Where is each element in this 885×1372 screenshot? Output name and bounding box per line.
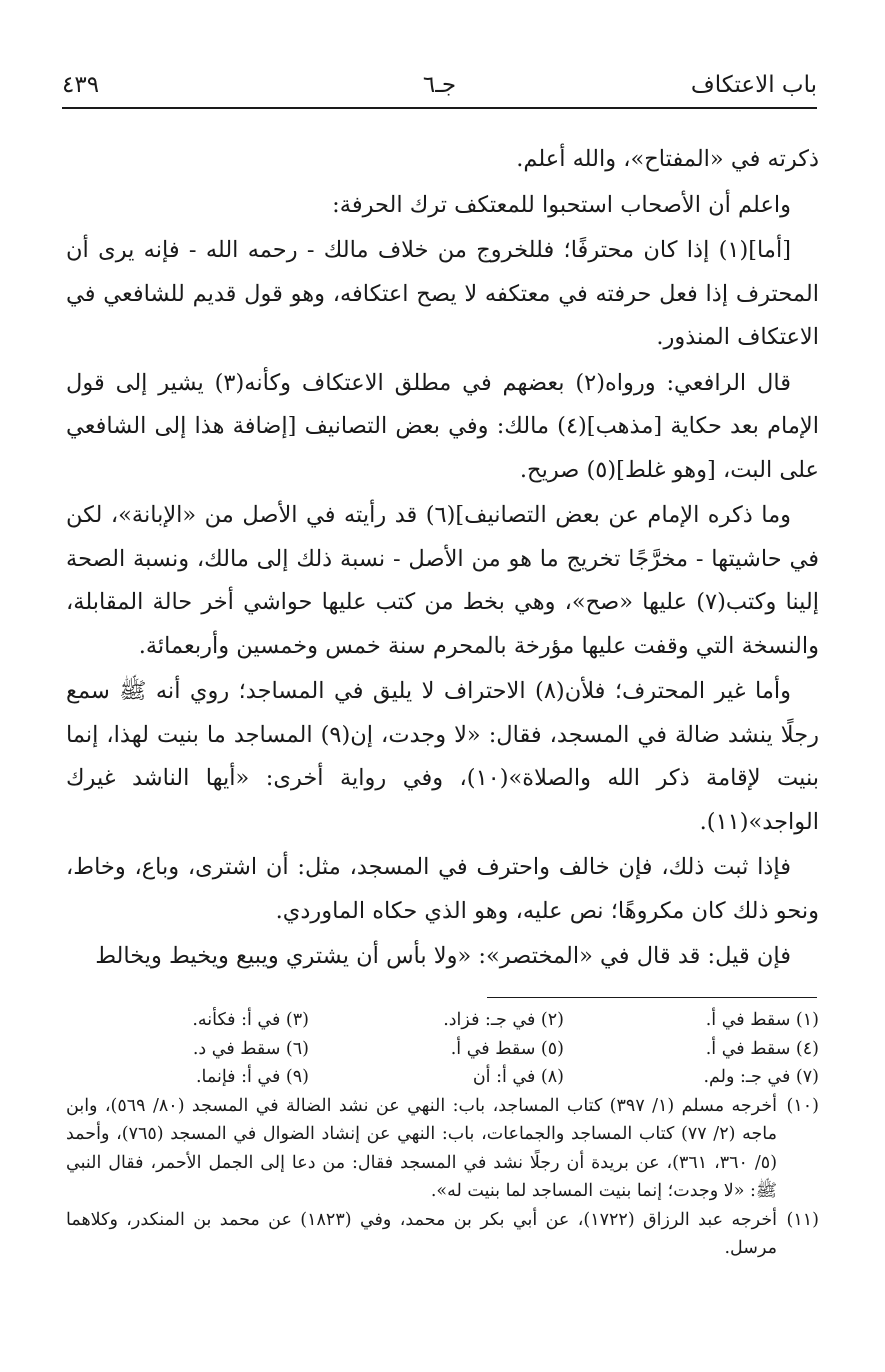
running-header (62, 70, 817, 100)
paragraph: قال الرافعي: ورواه(٢) بعضهم في مطلق الاعتكاف وكأنه(٣) يشير إلى قول الإمام بعد حكاية [مذهب](٤) مالك: وفي بعض التصانيف [إضافة هذا إلى الشافعي على البت، [وهو غلط](٥) صريح. (66, 369, 819, 483)
header-rule (62, 107, 817, 109)
footnote-text: أخرجه عبد الرزاق (١٧٢٢)، عن أبي بكر بن محمد، وفي (١٨٢٣) عن محمد بن المنكدر، وكلاهما مرسل. (66, 1209, 777, 1258)
footnote: (٥) سقط في أ. (450, 1038, 564, 1059)
short-footnotes (66, 1006, 819, 1092)
footnote: (٩) في أ: فإنما. (195, 1067, 309, 1087)
footnote: (٨) في أ: أن (472, 1067, 564, 1087)
paragraph: وأما غير المحترف؛ فلأن(٨) الاحتراف لا يليق في المساجد؛ روي أنه ﷺ سمع رجلًا ينشد ضالة في المسجد، فقال: «لا وجدت، إن(٩) المساجد ما بنيت لهذا، إنما بنيت لإقامة ذكر الله والصلاة»(١٠)، وفي رواية أخرى: «أيها الناشد غيرك الواجد»(١١). (66, 678, 819, 835)
paragraph: فإن قيل: قد قال في «المختصر»: «ولا بأس أن يشتري ويبيع ويخيط ويخالط (95, 943, 791, 969)
paragraph: فإذا ثبت ذلك، فإن خالف واحترف في المسجد، مثل: أن اشترى، وباع، وخاط، ونحو ذلك كان مكروهًا؛ نص عليه، وهو الذي حكاه الماوردي. (66, 854, 819, 924)
footnote-text: أخرجه مسلم (١/ ٣٩٧) كتاب المساجد، باب: النهي عن نشد الضالة في المسجد (٨٠/ ٥٦٩)، وابن ماجه (٢/ ٧٧) كتاب المساجد والجماعات، باب: النهي عن إنشاد الضوال في المسجد (٧٦٥)، وأحمد (٥/ ٣٦٠، ٣٦١)، عن بريدة أن رجلًا نشد في المسجد فقال: من دعا إلى الجمل الأحمر، فقال النبي ﷺ: «لا وجدت؛ إنما بنيت المساجد لما بنيت له». (66, 1095, 778, 1201)
footnote-number: (١١) (786, 1209, 819, 1230)
paragraph: وما ذكره الإمام عن بعض التصانيف](٦) قد رأيته في الأصل من «الإبانة»، لكن في حاشيتها - مخرَّجًا تخريج ما هو من الأصل - نسبة ذلك إلى مالك، ونسبة الصحة إلينا وكتب(٧) عليها «صح»، وهي بخط من كتب عليها حواشي أخر حالة المقابلة، والنسخة التي وقفت عليها مؤرخة بالمحرم سنة خمس وخمسين وأربعمائة. (66, 502, 819, 659)
footnote: (١) سقط في أ. (705, 1010, 819, 1030)
footnote-long (66, 1206, 819, 1263)
footnote-rule (487, 997, 817, 998)
paragraph: واعلم أن الأصحاب استحبوا للمعتكف ترك الحرفة: (332, 191, 791, 218)
footnote-number: (١٠) (786, 1095, 819, 1116)
footnote: (٢) في جـ: فزاد. (443, 1010, 564, 1030)
footnote: (٣) في أ: فكأنه. (192, 1010, 309, 1030)
footnote: (٤) سقط في أ. (705, 1038, 819, 1059)
footnotes (66, 1006, 819, 1263)
chapter-title: باب الاعتكاف (690, 72, 817, 98)
paragraph: [أما](١) إذا كان محترفًا؛ فللخروج من خلاف مالك - رحمه الله - فإنه يرى أن المحترف إذا فعل حرفته في معتكفه لا يصح اعتكافه، وهو قول قديم للشافعي في الاعتكاف المنذور. (66, 237, 819, 350)
main-text (66, 138, 819, 979)
page-number: ٤٣٩ (62, 72, 100, 98)
footnote-long (66, 1092, 819, 1206)
footnote: (٧) في جـ: ولم. (703, 1067, 819, 1087)
footnote: (٦) سقط في د. (192, 1038, 309, 1059)
volume-label: جـ٦ (422, 72, 457, 98)
paragraph: ذكرته في «المفتاح»، والله أعلم. (516, 146, 819, 172)
